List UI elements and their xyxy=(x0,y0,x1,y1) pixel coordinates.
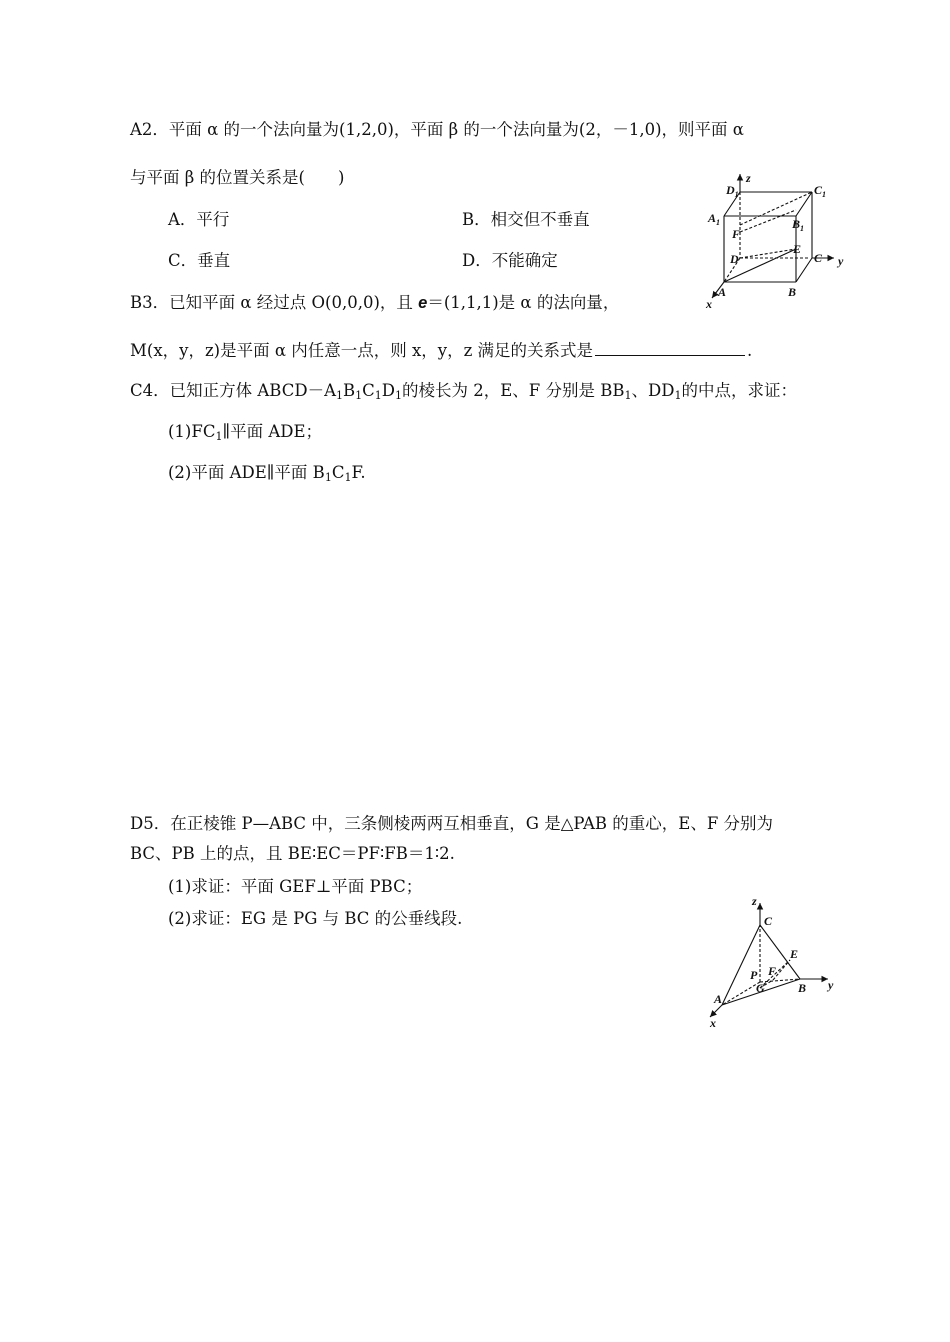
q4-part2-c: F. xyxy=(351,463,366,482)
label-y: y xyxy=(828,978,834,992)
q4-part1-a: (1)FC xyxy=(168,422,216,441)
label-d: D xyxy=(730,252,739,266)
q2-line2: 与平面 β 的位置关系是( ) xyxy=(130,168,345,187)
label-a: A xyxy=(714,992,723,1006)
q3-line2-end: . xyxy=(747,341,753,360)
q2-option-b: B．相交但不垂直 xyxy=(462,210,590,229)
answer-blank[interactable] xyxy=(595,339,745,356)
q3-line1-suffix: ＝(1,1,1)是 α 的法向量， xyxy=(427,293,620,312)
q4-sub: 1 xyxy=(215,430,223,443)
q4-text-g: 的中点，求证： xyxy=(681,381,797,400)
q4-sub: 1 xyxy=(324,471,332,484)
q5-line2: BC、PB 上的点，且 BE∶EC＝PF∶FB＝1∶2. xyxy=(130,844,455,863)
q2-option-a: A．平行 xyxy=(168,210,230,229)
label-p: P xyxy=(750,968,758,982)
q4-sub: 1 xyxy=(344,471,352,484)
q4-sub: 1 xyxy=(394,389,402,402)
q4-text-a: C4．已知正方体 ABCD－A xyxy=(130,381,336,400)
label-x: x xyxy=(710,1016,716,1030)
label-b: B xyxy=(798,981,807,995)
label-c: C xyxy=(764,914,773,928)
label-d1-letter: D xyxy=(726,183,735,197)
q4-part2-a: (2)平面 ADE∥平面 B xyxy=(168,463,325,482)
q3-line1-prefix: B3．已知平面 α 经过点 O(0,0,0)，且 xyxy=(130,293,419,312)
label-a1-sub: 1 xyxy=(716,218,721,227)
label-z: z xyxy=(746,171,751,185)
label-b1-letter: B xyxy=(792,217,801,231)
q5-part2: (2)求证：EG 是 PG 与 BC 的公垂线段. xyxy=(168,909,463,928)
label-c: C xyxy=(814,251,823,265)
q4-part2 xyxy=(168,462,366,484)
label-x: x xyxy=(706,297,712,311)
label-f: F xyxy=(732,227,741,241)
label-z: z xyxy=(752,895,757,908)
q4-part1-b: ∥平面 ADE； xyxy=(222,422,323,441)
q4-text-b: B xyxy=(342,381,356,400)
label-b: B xyxy=(788,285,797,299)
q2-option-c: C．垂直 xyxy=(168,251,231,270)
q4-sub: 1 xyxy=(355,389,363,402)
label-c1-sub: 1 xyxy=(822,190,827,199)
label-g: G xyxy=(756,981,765,995)
label-f: F xyxy=(768,964,777,978)
label-c1 xyxy=(814,183,826,199)
q4-line1 xyxy=(130,380,797,402)
segment-fb1 xyxy=(740,210,796,232)
q3-line2 xyxy=(130,339,752,362)
q2-line1: A2．平面 α 的一个法向量为(1,2,0)，平面 β 的一个法向量为(2，－1,0)，则平面 α xyxy=(130,120,744,139)
q4-sub: 1 xyxy=(335,389,343,402)
cube-figure xyxy=(700,170,860,315)
edge-bc xyxy=(796,258,812,282)
segment-de xyxy=(740,249,796,258)
q5-line1: D5．在正棱锥 P—ABC 中，三条侧棱两两互相垂直，G 是△PAB 的重心，E、F 分别为 xyxy=(130,814,774,833)
q4-text-e: 的棱长为 2，E、F 分别是 BB xyxy=(401,381,625,400)
q4-sub: 1 xyxy=(624,389,632,402)
label-a1-letter: A xyxy=(708,211,717,225)
label-d1-sub: 1 xyxy=(734,190,739,199)
label-a1 xyxy=(707,211,720,227)
label-d1 xyxy=(725,183,739,199)
label-e: E xyxy=(793,242,802,256)
q4-sub: 1 xyxy=(674,389,682,402)
label-c1-letter: C xyxy=(814,183,823,197)
normal-vector-e: e xyxy=(418,294,428,312)
q4-part2-b: C xyxy=(331,463,345,482)
label-b1 xyxy=(791,217,804,233)
label-e: E xyxy=(790,947,799,961)
q4-text-f: 、DD xyxy=(631,381,675,400)
label-b1-sub: 1 xyxy=(800,224,805,233)
q3-line2-text: M(x，y，z)是平面 α 内任意一点，则 x，y，z 满足的关系式是 xyxy=(130,341,594,360)
q2-option-d: D．不能确定 xyxy=(462,251,558,270)
label-y: y xyxy=(838,254,844,268)
label-a: A xyxy=(718,285,727,299)
q4-text-c: C xyxy=(362,381,375,400)
q4-part1 xyxy=(168,421,322,443)
q4-sub: 1 xyxy=(374,389,382,402)
pyramid-figure xyxy=(700,895,850,1030)
q5-part1: (1)求证：平面 GEF⊥平面 PBC； xyxy=(168,877,423,896)
q4-text-d: D xyxy=(381,381,395,400)
q3-line1 xyxy=(130,292,619,314)
